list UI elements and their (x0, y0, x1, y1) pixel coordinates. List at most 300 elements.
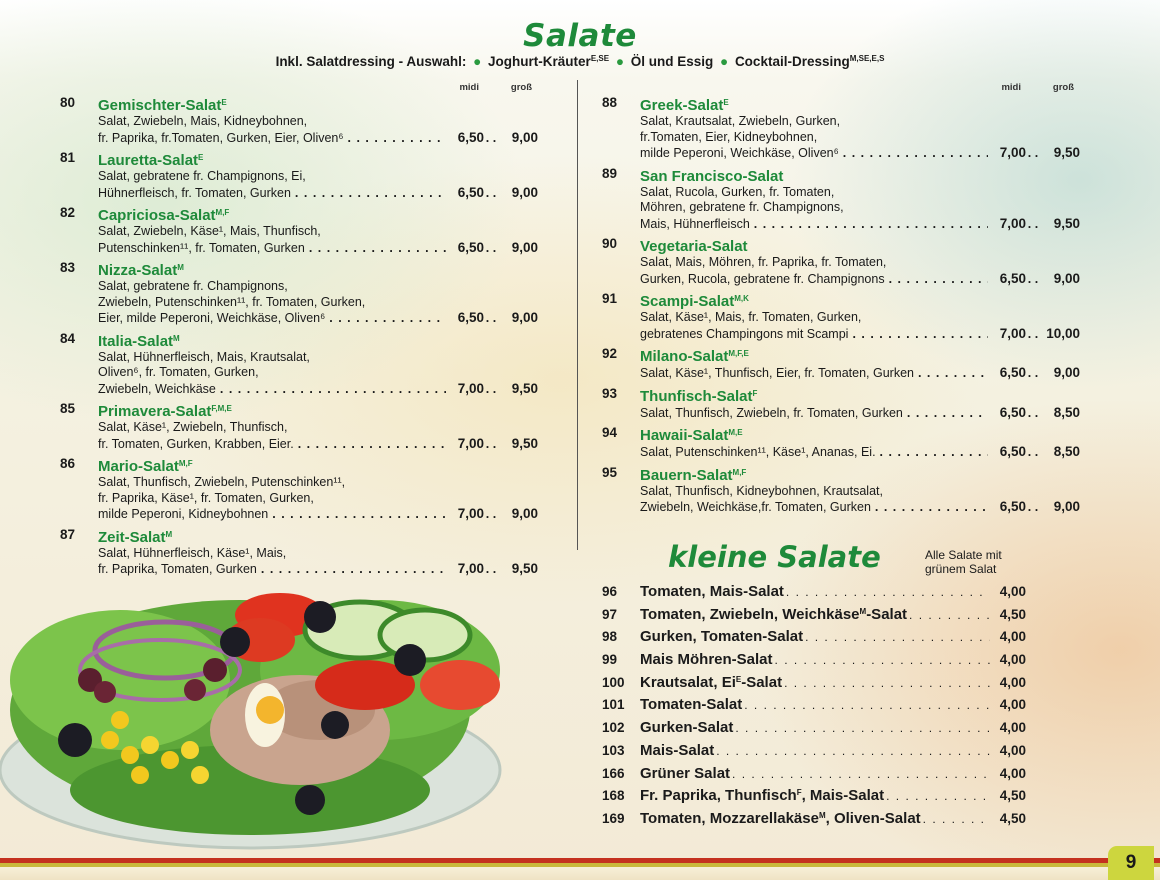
item-number: 100 (602, 674, 625, 690)
leader-dots (907, 406, 988, 422)
menu-item (602, 165, 1080, 233)
item-description: Salat, Rucola, Gurken, fr. Tomaten, (640, 184, 835, 199)
price-midi: 7,00 (457, 561, 484, 576)
item-description: Salat, gebratene fr. Champignons, (98, 279, 288, 293)
item-number: 99 (602, 652, 618, 668)
item-name (640, 674, 782, 691)
small-salad-item (602, 606, 1026, 629)
item-number: 96 (602, 584, 618, 599)
item-number: 166 (602, 765, 625, 781)
item-name-suffix: , Mais-Salat (801, 787, 885, 805)
item-name (98, 526, 538, 546)
kidney-bean (94, 681, 116, 703)
price-midi: 7,00 (999, 325, 1026, 341)
item-name-text: Zeit-Salat (98, 528, 166, 546)
item-number: 88 (602, 95, 618, 110)
price-separator: . . (1027, 271, 1039, 286)
item-description: Salat, Krautsalat, Zwiebeln, Gurken, (640, 114, 841, 128)
price-midi: 6,50 (999, 270, 1026, 286)
price-separator: . . (1027, 326, 1039, 341)
item-name-text: Tomaten, Mozzarellakäse (640, 809, 819, 827)
corn (141, 736, 159, 754)
item-name (98, 259, 538, 279)
price-separator: . . (1027, 146, 1039, 160)
dressing-3: Cocktail-Dressing$^{M,SE,E,S}$ (734, 54, 885, 69)
item-description: Salat, gebratene fr. Champignons, Ei, (98, 169, 306, 183)
menu-item (602, 424, 1080, 461)
item-description: Salat, Zwiebeln, Mais, Kidneybohnen, (98, 114, 308, 128)
item-name (98, 400, 538, 420)
kleine-salate-title: kleine Salate (668, 540, 881, 574)
item-description: Salat, Käse¹, Zwiebeln, Thunfisch, (98, 420, 288, 434)
page-number: 9 (1108, 846, 1154, 880)
olive (304, 601, 336, 633)
item-description: fr. Tomaten, Gurken, Krabben, Eier. (98, 436, 294, 451)
item-name (640, 696, 742, 713)
item-name (640, 165, 1080, 185)
item-name (640, 424, 1080, 444)
item-description: Mais, Hühnerfleisch (640, 216, 750, 231)
corn (101, 731, 119, 749)
item-name-text: Gemischter-Salat (98, 97, 222, 114)
midi-header: midi (1001, 82, 1021, 93)
item-number: 92 (602, 346, 618, 361)
price: 4,50 (999, 810, 1026, 826)
leader-dots (875, 500, 988, 516)
item-name (98, 94, 538, 114)
price-line (98, 130, 538, 147)
menu-item (602, 464, 1080, 516)
item-name-text: Italia-Salat (98, 332, 174, 350)
kidney-bean (203, 658, 227, 682)
leader-dots (843, 146, 988, 162)
item-name-text: Grüner Salat (640, 764, 731, 782)
price-midi: 7,00 (457, 506, 484, 521)
allergen-codes: M,F (178, 459, 193, 468)
item-description: milde Peperoni, Kidneybohnen (98, 507, 269, 521)
item-name-text: Gurken-Salat (640, 719, 734, 737)
item-description: Salat, Thunfisch, Zwiebeln, fr. Tomaten, Gurken (640, 405, 903, 420)
olive (295, 785, 325, 815)
corn (161, 751, 179, 769)
price-midi: 7,00 (999, 145, 1026, 160)
small-salad-item (602, 674, 1026, 697)
price-line (640, 365, 1080, 382)
menu-item (602, 385, 1080, 422)
item-name-text: Scampi-Salat (640, 293, 735, 310)
item-name (640, 235, 1080, 255)
price-midi: 7,00 (457, 435, 484, 451)
menu-column-right (602, 82, 1080, 519)
price-separator: . . (485, 436, 497, 451)
item-description: fr. Paprika, fr.Tomaten, Gurken, Eier, Oliven⁶ (98, 130, 344, 145)
item-number: 93 (602, 385, 618, 401)
gross-header: groß (510, 82, 532, 93)
price-gross: 9,00 (1053, 365, 1080, 380)
item-name (640, 94, 1080, 114)
allergen-codes: M,E (728, 428, 743, 437)
allergen-codes: M (173, 333, 180, 343)
price-line (98, 240, 538, 257)
price-line (640, 405, 1080, 422)
item-name-text: Mario-Salat (98, 458, 179, 475)
column-divider (577, 80, 578, 550)
item-name (640, 583, 784, 600)
kleine-salate-list (602, 583, 1026, 833)
leader-dots (348, 131, 446, 147)
leader-dots (272, 507, 446, 523)
allergen-codes: M (177, 263, 184, 272)
price-separator: . . (1027, 366, 1039, 380)
price-gross: 8,50 (1053, 404, 1080, 420)
price: 4,00 (999, 652, 1026, 668)
salad-plate-image (0, 560, 560, 860)
price-midi: 6,50 (457, 310, 484, 325)
item-name (640, 606, 907, 623)
price-separator: . . (1027, 216, 1039, 231)
small-salad-item (602, 742, 1026, 765)
allergen-codes: M,F (215, 208, 230, 217)
item-description: Hühnerfleisch, fr. Tomaten, Gurken (98, 185, 291, 200)
item-description: Salat, Thunfisch, Kidneybohnen, Krautsalat, (640, 483, 883, 498)
item-name-text: Gurken, Tomaten-Salat (640, 628, 804, 646)
kleine-salate-note: Alle Salate mit grünem Salat (925, 548, 1002, 576)
corn (111, 711, 129, 729)
menu-item (60, 330, 538, 398)
leader-dots (852, 327, 988, 343)
price-midi: 7,00 (457, 380, 484, 396)
menu-item (60, 455, 538, 523)
item-name-suffix: -Salat (866, 605, 908, 623)
kidney-bean (184, 679, 206, 701)
price-midi: 6,50 (999, 404, 1026, 420)
leader-dots (744, 698, 990, 712)
item-description: Zwiebeln, Putenschinken¹¹, fr. Tomaten, Gurken, (98, 294, 366, 309)
item-description: fr.Tomaten, Eier, Kidneybohnen, (640, 129, 818, 144)
item-number: 103 (602, 742, 625, 758)
price-gross: 10,00 (1046, 325, 1080, 341)
allergen-codes: M,F (732, 467, 747, 477)
olive (321, 711, 349, 739)
page-title: Salate (523, 18, 637, 54)
item-number: 90 (602, 236, 618, 251)
item-name-text: Bauern-Salat (640, 466, 733, 484)
price-line (640, 326, 1080, 343)
price-midi: 7,00 (999, 215, 1026, 231)
price-separator: . . (485, 240, 497, 255)
leader-dots (909, 608, 990, 622)
item-name (98, 330, 538, 350)
item-number: 82 (60, 205, 76, 220)
item-number: 80 (60, 95, 76, 110)
allergen-codes: F (752, 388, 758, 398)
item-number: 102 (602, 720, 625, 736)
price-midi: 6,50 (457, 239, 484, 255)
item-number: 168 (602, 788, 625, 804)
allergen-codes: M (818, 810, 826, 820)
leader-dots (918, 366, 988, 382)
price-line (98, 436, 538, 453)
item-description: milde Peperoni, Weichkäse, Oliven⁶ (640, 146, 839, 160)
item-name-text: Capriciosa-Salat (98, 207, 216, 224)
leader-dots (329, 311, 446, 327)
allergen-codes: M (859, 606, 867, 616)
price: 4,00 (999, 697, 1026, 713)
item-name (640, 628, 803, 645)
allergen-codes: F,M,E (211, 404, 232, 413)
item-description: fr. Paprika, Käse¹, fr. Tomaten, Gurken, (98, 490, 314, 505)
corn (121, 746, 139, 764)
item-number: 85 (60, 401, 76, 416)
allergen-codes: E (221, 98, 227, 107)
small-salad-item (602, 696, 1026, 719)
leader-dots (886, 789, 990, 803)
price-header (60, 82, 538, 94)
small-salad-item (602, 765, 1026, 788)
menu-column-left (60, 82, 538, 581)
item-description: Salat, Mais, Möhren, fr. Paprika, fr. Tomaten, (640, 255, 887, 269)
price-midi: 6,50 (457, 184, 484, 200)
price-line (98, 381, 538, 398)
menu-item (60, 94, 538, 146)
small-salad-item (602, 719, 1026, 742)
price-line (98, 506, 538, 523)
leader-dots (786, 585, 990, 599)
item-description: gebratenes Champingons mit Scampi (640, 326, 849, 341)
item-description: fr. Paprika, Tomaten, Gurken (98, 562, 257, 576)
menu-item (60, 259, 538, 327)
olive (58, 723, 92, 757)
price: 4,00 (999, 765, 1026, 781)
price-gross: 9,00 (511, 506, 538, 521)
menu-item (60, 204, 538, 256)
item-number: 94 (602, 425, 618, 440)
allergen-codes: F (796, 788, 802, 798)
item-description: Möhren, gebratene fr. Champignons, (640, 200, 844, 214)
price-gross: 8,50 (1053, 444, 1080, 459)
item-name (640, 290, 1080, 310)
item-number: 86 (60, 456, 76, 471)
item-name (640, 810, 921, 827)
item-name-text: Mais-Salat (640, 741, 715, 759)
olive (394, 644, 426, 676)
allergen-codes: E (723, 98, 729, 107)
item-description: Salat, Hühnerfleisch, Mais, Krautsalat, (98, 349, 310, 364)
tomato (420, 660, 500, 710)
item-name-text: Milano-Salat (640, 348, 729, 365)
item-description: Putenschinken¹¹, fr. Tomaten, Gurken (98, 240, 305, 255)
allergen-codes: E (735, 674, 742, 684)
item-name-text: Nizza-Salat (98, 262, 178, 279)
price-midi: 6,50 (999, 365, 1026, 380)
item-description: Salat, Käse¹, Mais, fr. Tomaten, Gurken, (640, 310, 862, 324)
item-name (640, 464, 1080, 484)
price: 4,00 (999, 629, 1026, 645)
leader-dots (732, 767, 990, 781)
item-name-text: San Francisco-Salat (640, 167, 784, 185)
allergen-codes: E (198, 153, 204, 162)
item-number: 83 (60, 260, 76, 275)
subtitle-prefix: Inkl. Salatdressing - Auswahl: (275, 54, 467, 69)
corn (181, 741, 199, 759)
price-gross: 9,50 (511, 435, 538, 451)
item-name-text: Lauretta-Salat (98, 152, 199, 169)
price: 4,00 (999, 674, 1026, 690)
small-salad-item (602, 628, 1026, 651)
price-line (640, 216, 1080, 233)
item-number: 95 (602, 464, 618, 480)
item-name-text: Tomaten, Zwiebeln, Weichkäse (640, 605, 860, 623)
midi-header: midi (459, 82, 479, 93)
price-separator: . . (485, 130, 497, 145)
price-separator: . . (1027, 500, 1039, 514)
item-description: Salat, Hühnerfleisch, Käse¹, Mais, (98, 545, 287, 560)
small-salad-item (602, 787, 1026, 810)
olive (220, 627, 250, 657)
item-description: Salat, Thunfisch, Zwiebeln, Putenschinken¹¹, (98, 475, 346, 489)
item-name (640, 787, 884, 804)
item-name (98, 149, 538, 169)
price-midi: 6,50 (999, 444, 1026, 459)
item-name-text: Tomaten, Mais-Salat (640, 583, 784, 600)
item-number: 97 (602, 606, 618, 622)
menu-item (602, 345, 1080, 382)
egg-yolk (256, 696, 284, 724)
leader-dots (923, 812, 990, 826)
item-name (98, 204, 538, 224)
price: 4,00 (999, 720, 1026, 736)
price-gross: 9,00 (511, 129, 538, 145)
item-number: 81 (60, 150, 76, 165)
item-name-text: Vegetaria-Salat (640, 238, 748, 255)
item-name-suffix: , Oliven-Salat (825, 809, 921, 827)
leader-dots (735, 721, 990, 735)
bullet-icon: ● (615, 54, 624, 69)
bullet-icon: ● (473, 54, 482, 69)
item-name-text: Krautsalat, Ei (640, 673, 736, 691)
item-name (640, 742, 714, 759)
price-header (602, 82, 1080, 94)
leader-dots (784, 676, 990, 690)
price-gross: 9,50 (511, 561, 538, 576)
price-midi: 6,50 (457, 129, 484, 145)
item-name-text: Thunfisch-Salat (640, 387, 753, 405)
item-name-text: Fr. Paprika, Thunfisch (640, 787, 797, 805)
leader-dots (295, 186, 446, 202)
item-description: Eier, milde Peperoni, Weichkäse, Oliven⁶ (98, 311, 326, 325)
item-number: 84 (60, 330, 76, 346)
item-name (640, 765, 730, 782)
corn (131, 766, 149, 784)
item-name (640, 651, 773, 668)
item-number: 91 (602, 291, 618, 306)
item-name-text: Greek-Salat (640, 97, 724, 114)
allergen-codes: M,K (734, 294, 749, 303)
price-separator: . . (485, 185, 497, 200)
price-separator: . . (485, 311, 497, 325)
dressing-2: Öl und Essig (630, 54, 714, 69)
price-gross: 9,50 (511, 380, 538, 396)
price-midi: 6,50 (999, 499, 1026, 514)
leader-dots (805, 630, 990, 644)
price-separator: . . (1027, 445, 1039, 459)
price-gross: 9,00 (1053, 499, 1080, 514)
price-line (640, 444, 1080, 461)
price-gross: 9,50 (1053, 215, 1080, 231)
item-name-text: Tomaten-Salat (640, 696, 743, 714)
small-salad-item (602, 583, 1026, 606)
item-description: Zwiebeln, Weichkäse (98, 381, 216, 396)
price-separator: . . (485, 562, 497, 576)
price: 4,50 (999, 606, 1026, 622)
item-name-text: Hawaii-Salat (640, 427, 729, 444)
price: 4,00 (999, 584, 1026, 599)
small-salad-item (602, 810, 1026, 833)
price-gross: 9,00 (511, 310, 538, 325)
item-number: 169 (602, 810, 625, 826)
leader-dots (889, 272, 988, 288)
price-line (98, 185, 538, 202)
item-description: Salat, Putenschinken¹¹, Käse¹, Ananas, Ei. (640, 445, 876, 459)
price-line (640, 145, 1080, 162)
menu-item (60, 149, 538, 201)
price-line (640, 499, 1080, 516)
menu-item (60, 400, 538, 452)
small-salad-item (602, 651, 1026, 674)
price-separator: . . (485, 381, 497, 396)
leader-dots (880, 445, 988, 461)
leader-dots (775, 653, 990, 667)
bullet-icon: ● (720, 54, 729, 69)
item-name (640, 719, 733, 736)
item-number: 101 (602, 697, 625, 713)
dressing-subtitle (0, 54, 1160, 69)
gross-header: groß (1052, 82, 1074, 93)
item-name (98, 455, 538, 475)
corn (191, 766, 209, 784)
item-name-text: Primavera-Salat (98, 403, 212, 420)
allergen-codes: M,F,E (728, 349, 749, 358)
item-description: Oliven⁶, fr. Tomaten, Gurken, (98, 365, 259, 379)
allergen-codes: M (165, 529, 173, 539)
dressing-1: Joghurt-Kräuter$^{E,SE}$ (488, 54, 610, 69)
price-gross: 9,00 (511, 239, 538, 255)
leader-dots (716, 744, 990, 758)
menu-item (602, 290, 1080, 342)
item-description: Gurken, Rucola, gebratene fr. Champignons (640, 271, 885, 286)
price-gross: 9,50 (1053, 145, 1080, 160)
price-line (640, 271, 1080, 288)
leader-dots (298, 437, 446, 453)
price-gross: 9,00 (1053, 270, 1080, 286)
item-name-suffix: -Salat (741, 673, 783, 691)
price: 4,00 (999, 742, 1026, 758)
price: 4,50 (999, 788, 1026, 804)
item-number: 87 (60, 526, 76, 542)
menu-item (602, 235, 1080, 287)
item-name (640, 345, 1080, 365)
item-description: Salat, Zwiebeln, Käse¹, Mais, Thunfisch, (98, 224, 321, 238)
price-gross: 9,00 (511, 184, 538, 200)
item-number: 98 (602, 629, 618, 645)
footer-band (0, 867, 1160, 880)
leader-dots (309, 241, 446, 257)
item-description: Zwiebeln, Weichkäse,fr. Tomaten, Gurken (640, 500, 871, 514)
price-separator: . . (1027, 405, 1039, 420)
leader-dots (754, 217, 988, 233)
price-separator: . . (485, 507, 497, 521)
menu-item (602, 94, 1080, 162)
